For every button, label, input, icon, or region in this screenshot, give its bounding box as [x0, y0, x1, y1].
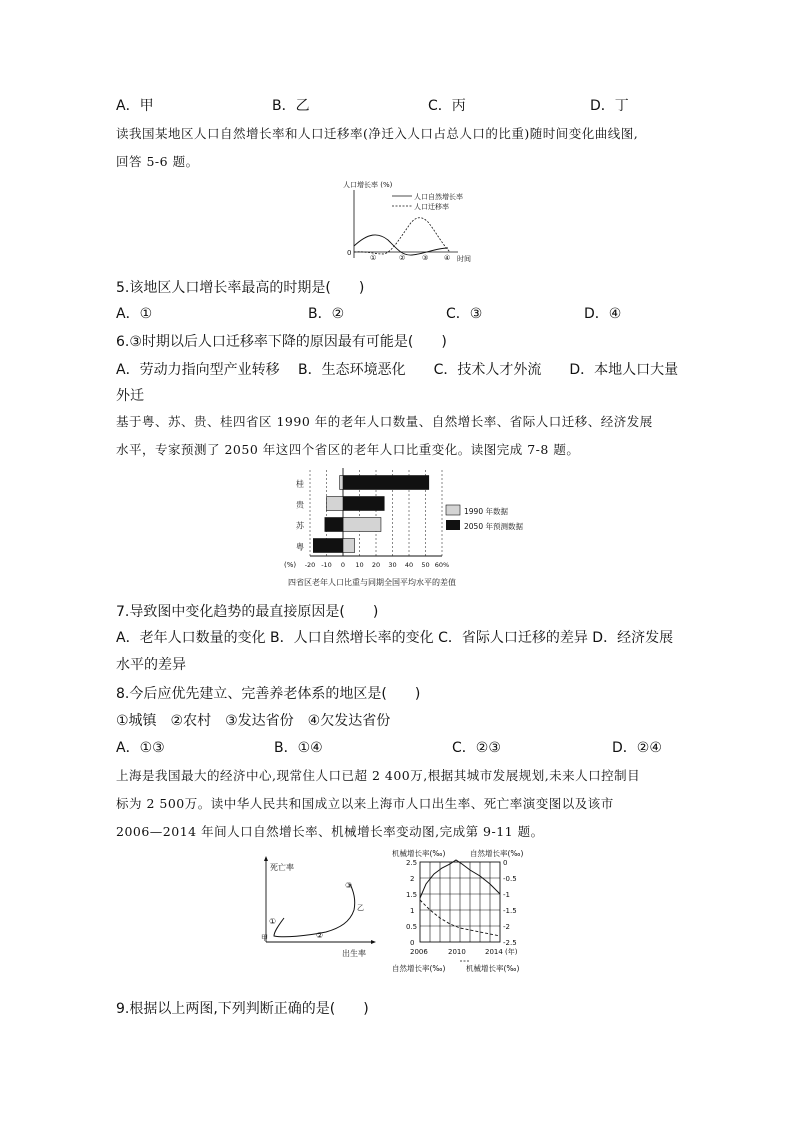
bar-1990-2: [343, 518, 381, 532]
intro-9-11-line2: 标为 2 500万。读中华人民共和国成立以来上海市人口出生率、死亡率演变图以及该市: [116, 796, 614, 811]
chart1-tick-3: ③: [422, 254, 429, 262]
chart3-yi: 乙: [357, 904, 364, 912]
q6-options-line1: A．劳动力指向型产业转移 B．生态环境恶化 C．技术人才外流 D．本地人口大量: [116, 362, 679, 378]
chart3-circle-1: ①: [269, 917, 277, 926]
bar-2050-3: [313, 539, 343, 553]
chart2-tick-label: 60%: [434, 561, 450, 569]
birth-death-rate-chart: [256, 852, 386, 962]
chart4-left-tick-0: 2.5: [406, 859, 418, 867]
chart2-tick-label: 0: [340, 561, 346, 569]
chart4-right-tick-5: -2.5: [503, 939, 517, 947]
chart4-left-tick-4: 0.5: [406, 923, 418, 931]
chart2-tick-label: 20: [371, 561, 381, 569]
chart2-tick-label: -10: [321, 561, 332, 569]
bar-1990-0: [340, 476, 343, 490]
chart3-jia: 甲: [261, 934, 268, 942]
chart1-tick-4: ④: [444, 254, 451, 262]
chart2-tick-label: 10: [355, 561, 364, 569]
chart4-x-tick-2010: 2010: [448, 948, 466, 956]
chart1-zero: 0: [347, 249, 352, 257]
q7-options-line1: A．老年人口数量的变化 B．人口自然增长率的变化 C．省际人口迁移的差异 D．经济发展: [116, 630, 674, 646]
chart2-unit: (%): [284, 561, 297, 569]
chart2-category-label: 粤: [296, 542, 304, 552]
bar-2050-0: [343, 476, 429, 490]
chart3-circle-2: ②: [316, 931, 324, 940]
chart2-tick-label: -20: [304, 561, 316, 569]
q8-stem: 8.今后应优先建立、完善养老体系的地区是( ): [116, 686, 421, 702]
q5-option-d: D．④: [584, 306, 622, 322]
q8-option-b: B．①④: [274, 740, 323, 756]
intro-7-8-line2: 水平，专家预测了 2050 年这四个省区的老年人口比重变化。读图完成 7-8 题。: [116, 442, 580, 457]
chart1-xlabel: 时间: [457, 255, 471, 263]
legend-swatch-1990: [446, 505, 460, 515]
q8-option-a: A．①③: [116, 740, 165, 756]
chart1-tick-2: ②: [399, 254, 406, 262]
chart4-left-tick-2: 1.5: [406, 891, 418, 899]
intro-9-11-line3: 2006—2014 年间人口自然增长率、机械增长率变动图,完成第 9-11 题。: [116, 824, 544, 839]
q6-stem: 6.③时期以后人口迁移率下降的原因最有可能是( ): [116, 334, 447, 350]
chart3-ylabel: 死亡率: [270, 863, 294, 872]
q7-stem: 7.导致图中变化趋势的最直接原因是( ): [116, 604, 379, 620]
q8-option-c: C．②③: [452, 740, 501, 756]
chart4-left-tick-1: 2: [410, 875, 415, 883]
chart2-caption: 四省区老年人口比重与同期全国平均水平的差值: [288, 578, 456, 587]
q4-option-d: D．丁: [590, 98, 629, 114]
chart4-right-tick-1: -0.5: [503, 875, 517, 883]
chart4-right-title: 自然增长率(‰): [470, 849, 524, 858]
chart3-xlabel: 出生率: [342, 949, 366, 958]
q4-option-c: C．丙: [428, 98, 466, 114]
q9-stem: 9.根据以上两图,下列判断正确的是( ): [116, 1001, 369, 1017]
chart4-right-tick-0: 0: [503, 859, 508, 867]
legend-label-2050: 2050 年预测数据: [464, 522, 523, 531]
chart3-circle-3: ③: [345, 881, 353, 890]
chart4-x-tick-2014: 2014 (年): [485, 948, 518, 956]
chart4-right-tick-4: -2: [503, 923, 510, 931]
chart2-tick-label: 30: [388, 561, 397, 569]
chart2-category-label: 苏: [296, 521, 304, 531]
chart4-right-tick-3: -1.5: [503, 907, 517, 915]
bar-2050-1: [343, 497, 384, 511]
bar-1990-1: [327, 497, 344, 511]
q5-option-b: B．②: [308, 306, 345, 322]
growth-rate-dual-axis-chart: [390, 846, 550, 988]
chart4-right-tick-2: -1: [503, 891, 510, 899]
q5-option-a: A．①: [116, 306, 153, 322]
chart2-tick-label: 50: [421, 561, 430, 569]
chart2-category-label: 贵: [296, 500, 304, 510]
chart4-legend-dashed: 机械增长率(‰): [466, 964, 520, 973]
legend-swatch-2050: [446, 520, 460, 530]
q4-option-b: B．乙: [272, 98, 310, 114]
chart4-x-tick-2006: 2006: [410, 948, 428, 956]
elderly-population-bar-chart: [282, 468, 552, 590]
intro-5-6-line2: 回答 5-6 题。: [116, 154, 199, 169]
chart2-category-label: 桂: [296, 479, 304, 489]
q5-option-c: C．③: [446, 306, 483, 322]
intro-5-6-line1: 读我国某地区人口自然增长率和人口迁移率(净迁入人口占总人口的比重)随时间变化曲线图,: [116, 126, 639, 141]
chart4-legend-solid: 自然增长率(‰): [392, 964, 446, 973]
intro-7-8-line1: 基于粤、苏、贵、桂四省区 1990 年的老年人口数量、自然增长率、省际人口迁移、经济发展: [116, 414, 653, 429]
bar-2050-2: [325, 518, 343, 532]
intro-9-11-line1: 上海是我国最大的经济中心,现常住人口已超 2 400万,根据其城市发展规划,未来人口控制目: [116, 768, 641, 783]
q6-options-line2: 外迁: [116, 388, 144, 404]
q8-option-d: D．②④: [612, 740, 662, 756]
chart1-tick-1: ①: [370, 254, 377, 262]
q4-option-a: A．甲: [116, 98, 154, 114]
chart4-left-tick-5: 0: [410, 939, 415, 947]
legend-label-1990: 1990 年数据: [464, 507, 508, 516]
chart1-legend-natural: 人口自然增长率: [414, 193, 463, 201]
chart4-left-title: 机械增长率(‰): [392, 849, 446, 858]
population-growth-curve-chart: [340, 178, 480, 268]
q7-options-line2: 水平的差异: [116, 657, 186, 673]
chart4-left-tick-3: 1: [410, 907, 415, 915]
bar-1990-3: [343, 539, 355, 553]
chart1-ylabel: 人口增长率 (%): [343, 181, 393, 189]
chart2-tick-label: 40: [404, 561, 414, 569]
chart1-legend-migration: 人口迁移率: [414, 203, 449, 211]
birth-death-curve: [274, 884, 355, 937]
q5-stem: 5.该地区人口增长率最高的时期是( ): [116, 280, 365, 296]
q8-items: ①城镇 ②农村 ③发达省份 ④欠发达省份: [116, 713, 391, 729]
